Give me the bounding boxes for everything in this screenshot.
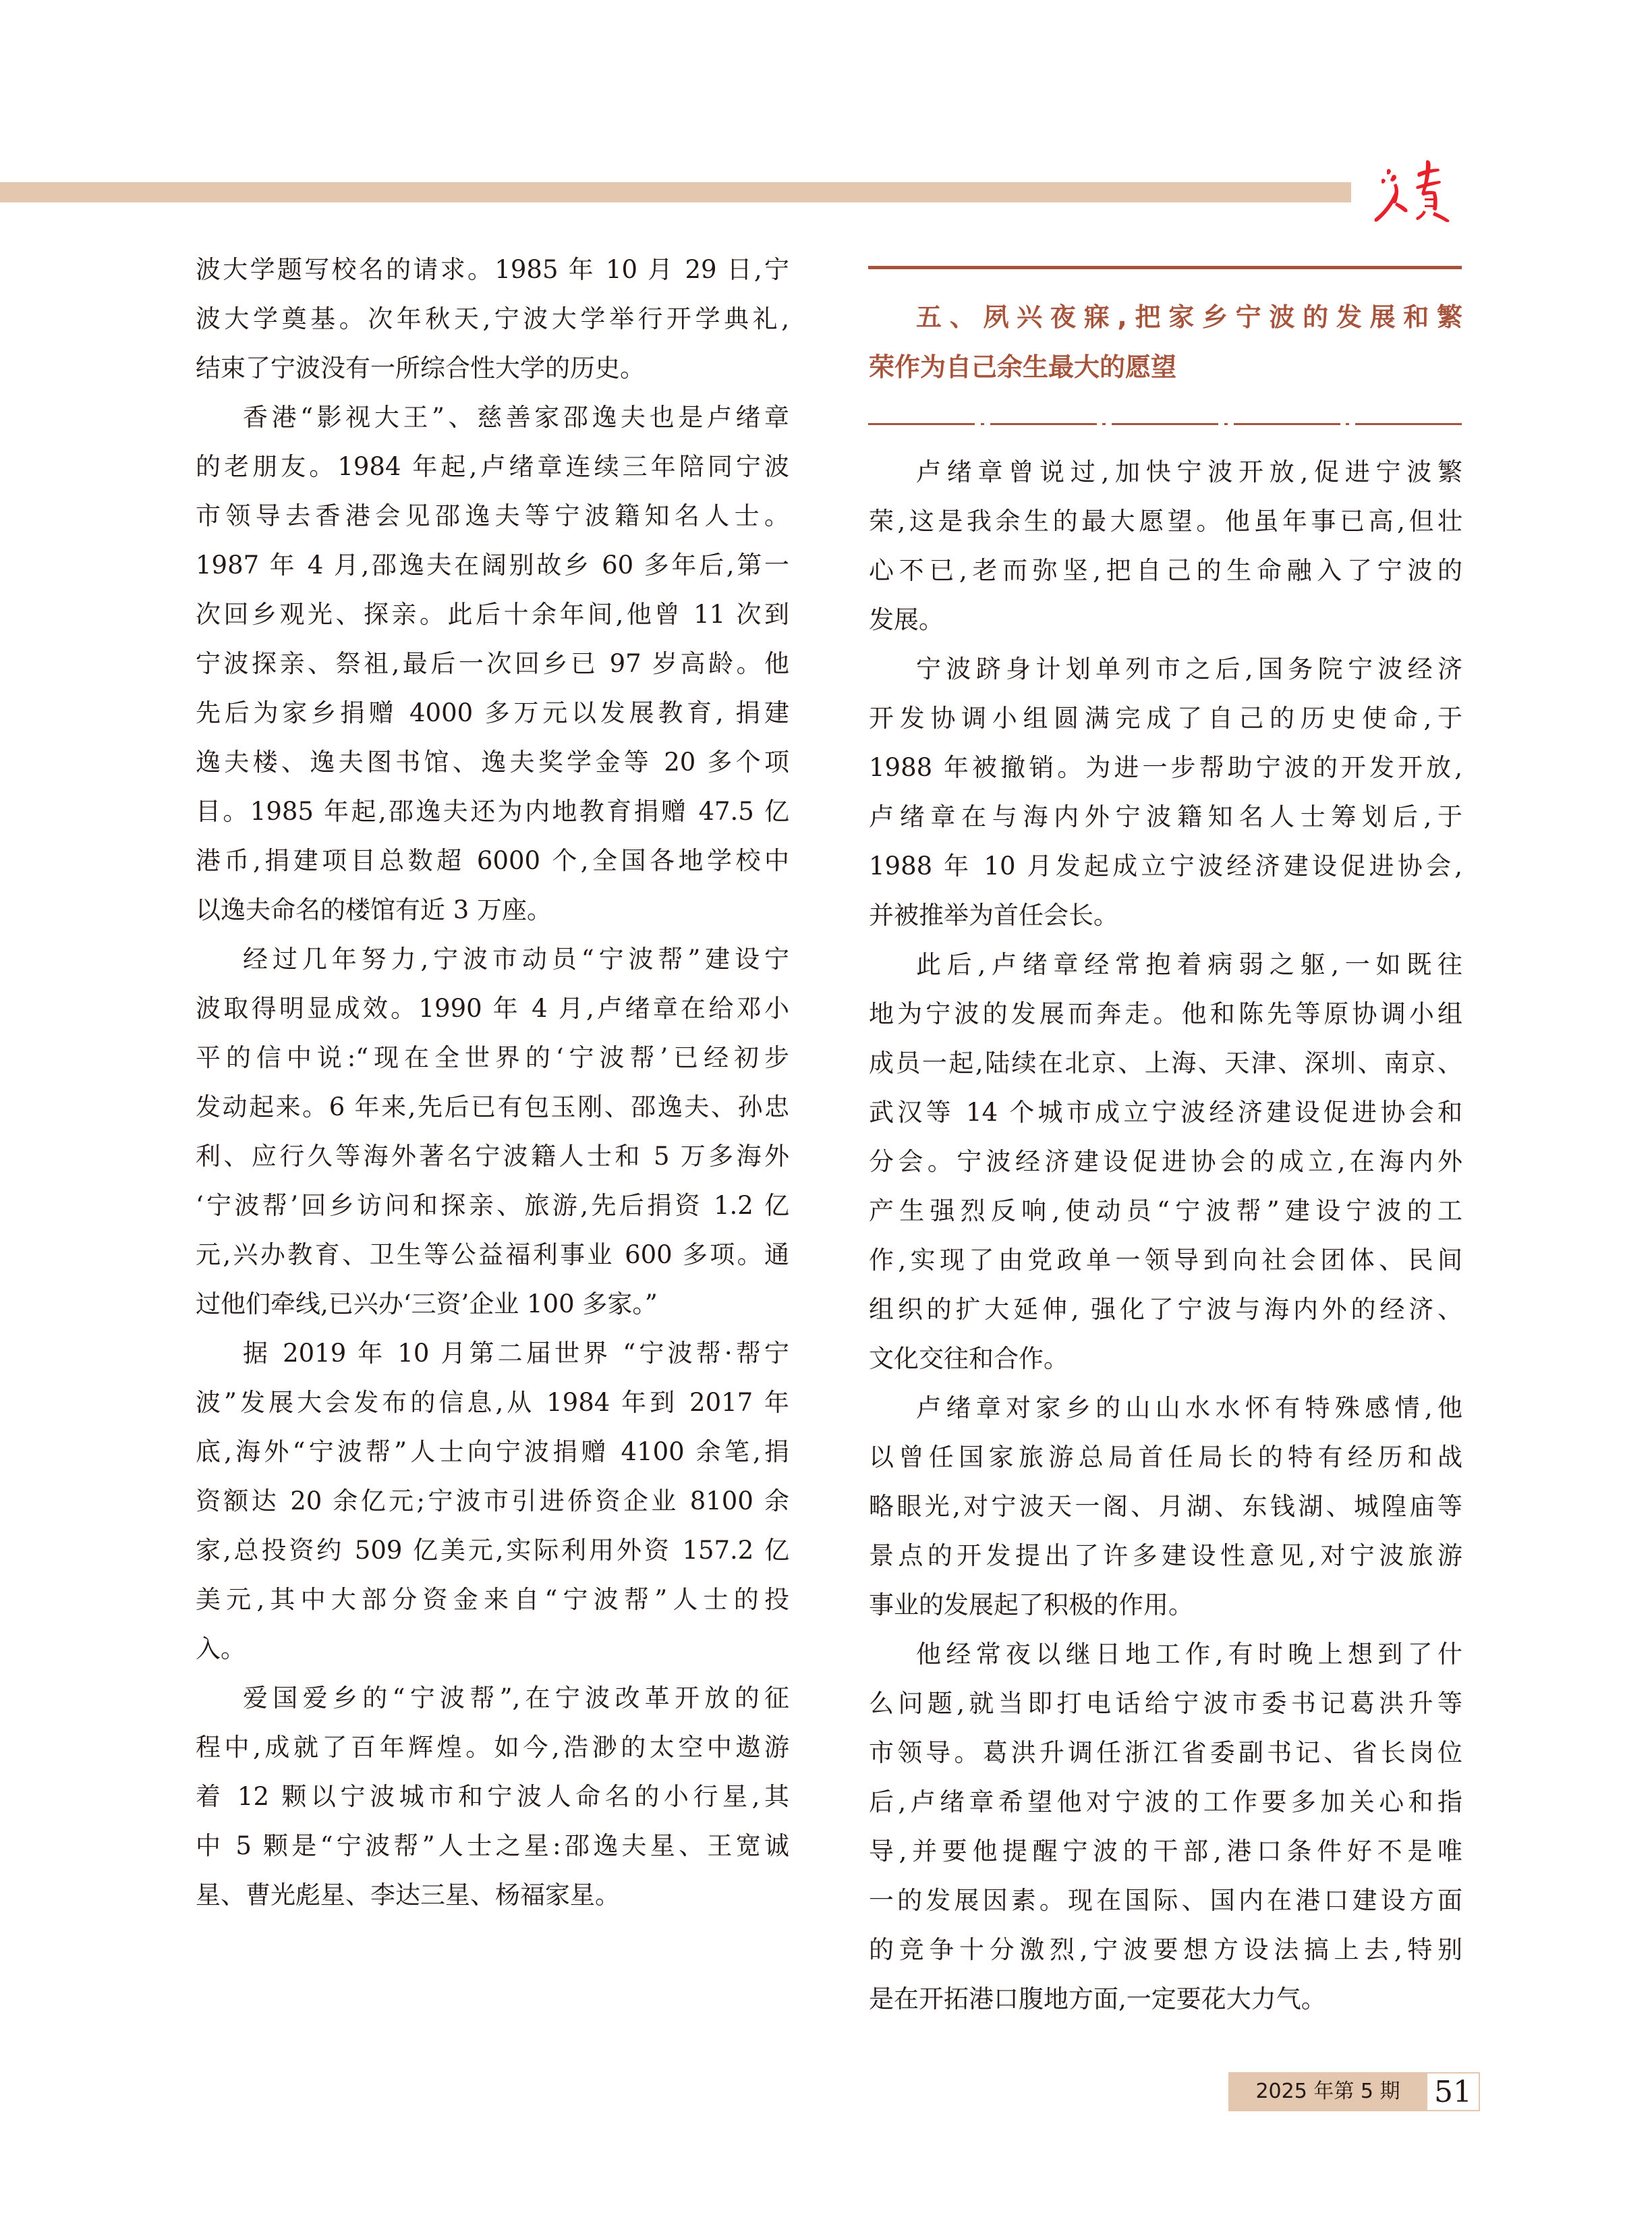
page-footer	[1228, 2072, 1480, 2111]
text-line: 程中,成就了百年辉煌。如今,浩渺的太空中遨游	[196, 1733, 789, 1762]
text-line: 元,兴办教育、卫生等公益福利事业 600 多项。通	[196, 1240, 789, 1269]
text-line: 以逸夫命名的楼馆有近 3 万座。	[196, 895, 552, 924]
heading-line: 荣作为自己余生最大的愿望	[869, 352, 1177, 382]
text-line: 组织的扩大延伸, 强化了宁波与海内外的经济、	[869, 1295, 1462, 1324]
text-line: 波”发展大会发布的信息,从 1984 年到 2017 年	[196, 1388, 789, 1417]
text-line: 后,卢绪章希望他对宁波的工作要多加关心和指	[869, 1787, 1462, 1816]
text-line: 家,总投资约 509 亿美元,实际利用外资 157.2 亿	[196, 1536, 789, 1565]
text-line: ‘宁波帮’回乡访问和探亲、旅游,先后捐资 1.2 亿	[196, 1191, 789, 1220]
rule-dot	[981, 423, 984, 425]
rule-dot	[1346, 423, 1349, 425]
calligraphy-logo-icon	[1369, 157, 1471, 224]
rule-segment	[1112, 423, 1218, 425]
text-line: 的老朋友。1984 年起,卢绪章连续三年陪同宁波	[196, 452, 789, 481]
text-line: 过他们牵线,已兴办‘三资’企业 100 多家。”	[196, 1289, 658, 1318]
text-line: 导,并要他提醒宁波的干部,港口条件好不是唯	[869, 1837, 1462, 1866]
text-line: 武汉等 14 个城市成立宁波经济建设促进协会和	[869, 1098, 1462, 1127]
text-line: 么问题,就当即打电话给宁波市委书记葛洪升等	[869, 1689, 1462, 1718]
text-line: 荣,这是我余生的最大愿望。他虽年事已高,但壮	[869, 507, 1462, 536]
text-line: 结束了宁波没有一所综合性大学的历史。	[196, 354, 645, 383]
text-line: 平的信中说:“现在全世界的‘宁波帮’已经初步	[196, 1043, 789, 1072]
text-line: 入。	[196, 1634, 246, 1663]
text-line: 并被推举为首任会长。	[869, 901, 1118, 930]
text-line: 他经常夜以继日地工作,有时晚上想到了什	[916, 1640, 1462, 1669]
text-line: 文化交往和合作。	[869, 1344, 1069, 1373]
text-line: 美元,其中大部分资金来自“宁波帮”人士的投	[196, 1585, 789, 1614]
text-line: 逸夫楼、逸夫图书馆、逸夫奖学金等 20 多个项	[196, 748, 789, 777]
text-line: 事业的发展起了积极的作用。	[869, 1590, 1193, 1619]
text-line: 宁波探亲、祭祖,最后一次回乡已 97 岁高龄。他	[196, 649, 789, 678]
right-column	[869, 453, 1462, 2030]
rule-segment	[1355, 423, 1462, 425]
text-line: 据 2019 年 10 月第二届世界 “宁波帮·帮宁	[243, 1339, 789, 1368]
text-line: 港币,捐建项目总数超 6000 个,全国各地学校中	[196, 846, 789, 875]
left-column	[196, 251, 789, 1926]
rule-dot	[1224, 423, 1228, 425]
text-line: 利、应行久等海外著名宁波籍人士和 5 万多海外	[196, 1142, 789, 1171]
text-line: 1988 年被撤销。为进一步帮助宁波的开发开放,	[869, 753, 1462, 782]
text-line: 底,海外“宁波帮”人士向宁波捐赠 4100 余笔,捐	[196, 1437, 789, 1466]
text-line: 爱国爱乡的“宁波帮”,在宁波改革开放的征	[243, 1684, 789, 1713]
text-line: 市领导去香港会见邵逸夫等宁波籍知名人士。	[196, 501, 789, 530]
section-dashed-rule	[868, 423, 1462, 425]
text-line: 香港“影视大王”、慈善家邵逸夫也是卢绪章	[243, 403, 789, 432]
text-line: 发展。	[869, 605, 944, 634]
text-line: 开发协调小组圆满完成了自己的历史使命,于	[869, 704, 1462, 733]
text-line: 波大学题写校名的请求。1985 年 10 月 29 日,宁	[196, 255, 789, 284]
rule-segment	[990, 423, 1097, 425]
text-line: 略眼光,对宁波天一阁、月湖、东钱湖、城隍庙等	[869, 1492, 1462, 1521]
text-line: 1987 年 4 月,邵逸夫在阔别故乡 60 多年后,第一	[196, 551, 789, 580]
text-line: 卢绪章对家乡的山山水水怀有特殊感情,他	[916, 1393, 1462, 1422]
text-line: 波取得明显成效。1990 年 4 月,卢绪章在给邓小	[196, 994, 789, 1023]
column-logo	[1369, 157, 1471, 224]
text-line: 分会。宁波经济建设促进协会的成立,在海内外	[869, 1147, 1462, 1176]
text-line: 波大学奠基。次年秋天,宁波大学举行开学典礼,	[196, 304, 789, 333]
text-line: 中 5 颗是“宁波帮”人士之星:邵逸夫星、王宽诚	[196, 1831, 789, 1860]
text-line: 次回乡观光、探亲。此后十余年间,他曾 11 次到	[196, 600, 789, 629]
section-heading	[869, 297, 1462, 397]
text-line: 产生强烈反响,使动员“宁波帮”建设宁波的工	[869, 1196, 1462, 1225]
text-line: 宁波跻身计划单列市之后,国务院宁波经济	[916, 655, 1462, 684]
header-band	[0, 182, 1351, 202]
text-line: 以曾任国家旅游总局首任局长的特有经历和战	[869, 1443, 1462, 1472]
rule-segment	[868, 423, 975, 425]
text-line: 的竞争十分激烈,宁波要想方设法搞上去,特别	[869, 1935, 1462, 1964]
text-line: 卢绪章在与海内外宁波籍知名人士筹划后,于	[869, 802, 1462, 831]
text-line: 发动起来。6 年来,先后已有包玉刚、邵逸夫、孙忠	[196, 1092, 789, 1121]
issue-label: 2025 年第 5 期	[1228, 2072, 1427, 2111]
text-line: 心不已,老而弥坚,把自己的生命融入了宁波的	[869, 556, 1462, 585]
text-line: 市领导。葛洪升调任浙江省委副书记、省长岗位	[869, 1738, 1462, 1767]
section-top-rule	[868, 266, 1462, 269]
text-line: 目。1985 年起,邵逸夫还为内地教育捐赠 47.5 亿	[196, 797, 789, 826]
text-line: 一的发展因素。现在国际、国内在港口建设方面	[869, 1886, 1462, 1915]
text-line: 地为宁波的发展而奔走。他和陈先等原协调小组	[869, 999, 1462, 1028]
text-line: 是在开拓港口腹地方面,一定要花大力气。	[869, 1984, 1326, 2013]
text-line: 着 12 颗以宁波城市和宁波人命名的小行星,其	[196, 1782, 789, 1811]
text-line: 卢绪章曾说过,加快宁波开放,促进宁波繁	[916, 457, 1462, 486]
rule-dot	[1102, 423, 1106, 425]
rule-segment	[1234, 423, 1340, 425]
heading-line: 五、夙兴夜寐,把家乡宁波的发展和繁	[916, 302, 1462, 332]
text-line: 作,实现了由党政单一领导到向社会团体、民间	[869, 1246, 1462, 1275]
text-line: 经过几年努力,宁波市动员“宁波帮”建设宁	[243, 945, 789, 974]
text-line: 星、曹光彪星、李达三星、杨福家星。	[196, 1881, 620, 1910]
text-line: 景点的开发提出了许多建设性意见,对宁波旅游	[869, 1541, 1462, 1570]
page-number: 51	[1427, 2072, 1480, 2111]
text-line: 此后,卢绪章经常抱着病弱之躯,一如既往	[916, 950, 1462, 979]
text-line: 先后为家乡捐赠 4000 多万元以发展教育, 捐建	[196, 698, 789, 727]
text-line: 资额达 20 余亿元;宁波市引进侨资企业 8100 余	[196, 1486, 789, 1515]
text-line: 1988 年 10 月发起成立宁波经济建设促进协会,	[869, 852, 1462, 881]
text-line: 成员一起,陆续在北京、上海、天津、深圳、南京、	[869, 1049, 1462, 1078]
